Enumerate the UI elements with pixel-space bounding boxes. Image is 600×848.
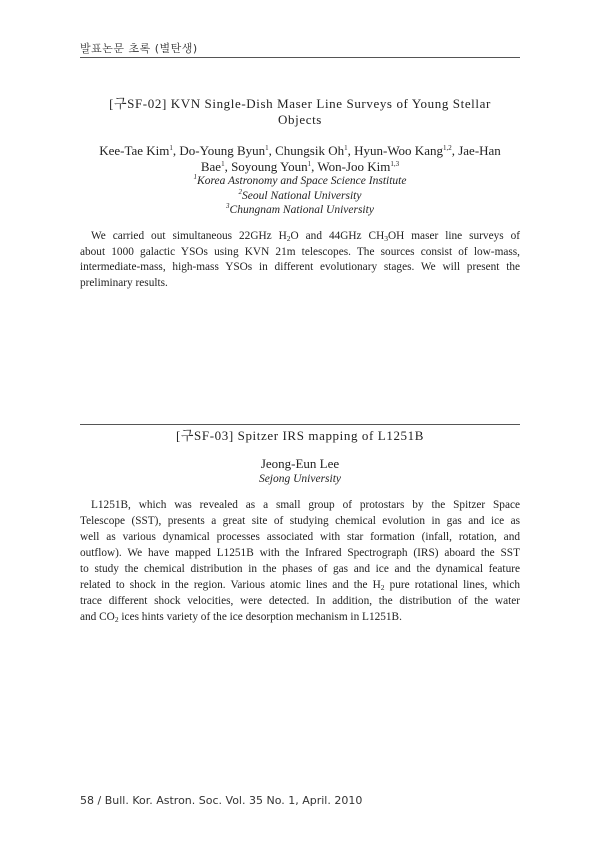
- affiliation: $^1$Korea Astronomy and Space Science Institute: [193, 173, 407, 187]
- author: Jae-Han: [458, 143, 501, 158]
- body-line: related to shock in the region. Various atomic lines and the $H_2$ pure rotational lines, which: [80, 579, 521, 592]
- body-line: well as various dynamical processes associated with star formation (infall, rotation, and: [80, 531, 520, 543]
- affiliation: $^3$Chungnam National University: [226, 202, 374, 216]
- header-rule: [80, 57, 520, 58]
- body-line: and $CO_2$ ices hints variety of the ice desorption mechanism in L1251B.: [80, 611, 402, 624]
- affiliation: $^2$Seoul National University: [238, 187, 362, 202]
- running-header: 발표논문 초록 (별탄생): [80, 42, 198, 55]
- abstract-title: [80, 96, 520, 128]
- page-footer: 58 / Bull. Kor. Astron. Soc. Vol. 35 No. 1, April. 2010: [80, 794, 363, 807]
- body-line: to study the chemical distribution in the phases of gas and ice and the dynamical feature: [80, 563, 520, 575]
- author-list: [80, 143, 520, 175]
- author: Chungsik Oh$^1$: [275, 143, 348, 158]
- author: Kee-Tae Kim$^1$: [99, 143, 173, 158]
- author: Do-Young Byun$^1$: [179, 143, 269, 158]
- title-line: [구SF-02] KVN Single-Dish Maser Line Surveys of Young Stellar: [109, 96, 491, 111]
- body-line: L1251B, which was revealed as a small group of protostars by the Spitzer Space: [91, 499, 520, 511]
- author: Jeong-Eun Lee: [260, 456, 340, 471]
- abstract-title: [구SF-03] Spitzer IRS mapping of L1251B: [175, 428, 425, 443]
- author-line: Kee-Tae Kim$^1$, Do-Young Byun$^1$, Chungsik Oh$^1$, Hyun-Woo Kang$^{1,2}$, Jae-Han: [99, 143, 501, 158]
- author: Soyoung Youn$^1$: [231, 159, 312, 174]
- body-line: preliminary results.: [80, 276, 168, 289]
- author: Hyun-Woo Kang$^{1,2}$: [354, 143, 452, 158]
- affiliations: [80, 174, 520, 218]
- body-line: about 1000 galactic YSOs using KVN 21m telescopes. The sources consist of low-mass,: [80, 245, 520, 258]
- author-line: Bae$^1$, Soyoung Youn$^1$, Won-Joo Kim$^{1,3}$: [200, 159, 400, 174]
- affiliation: Sejong University: [258, 473, 342, 485]
- abstract-body: [80, 229, 520, 291]
- body-line: outflow). We have mapped L1251B with the Infrared Spectrograph (IRS) aboard the SST: [80, 547, 520, 559]
- title-line: Objects: [278, 112, 322, 127]
- author: Bae$^1$: [200, 159, 225, 174]
- body-line: trace different shock velocities, were detected. In addition, the distribution of the water: [80, 595, 520, 607]
- body-line: Telescope (SST), presents a great site of studying chemical evolution in gas and ice as: [80, 515, 520, 527]
- body-line: We carried out simultaneous 22GHz $H_2O$ and 44GHz $CH_3OH$ maser line surveys of: [91, 230, 520, 243]
- author: Won-Joo Kim$^{1,3}$: [317, 159, 400, 174]
- section-rule: [80, 424, 520, 425]
- abstract-body: [80, 497, 520, 625]
- body-line: intermediate-mass, high-mass YSOs in different evolutionary stages. We will present the: [80, 261, 520, 273]
